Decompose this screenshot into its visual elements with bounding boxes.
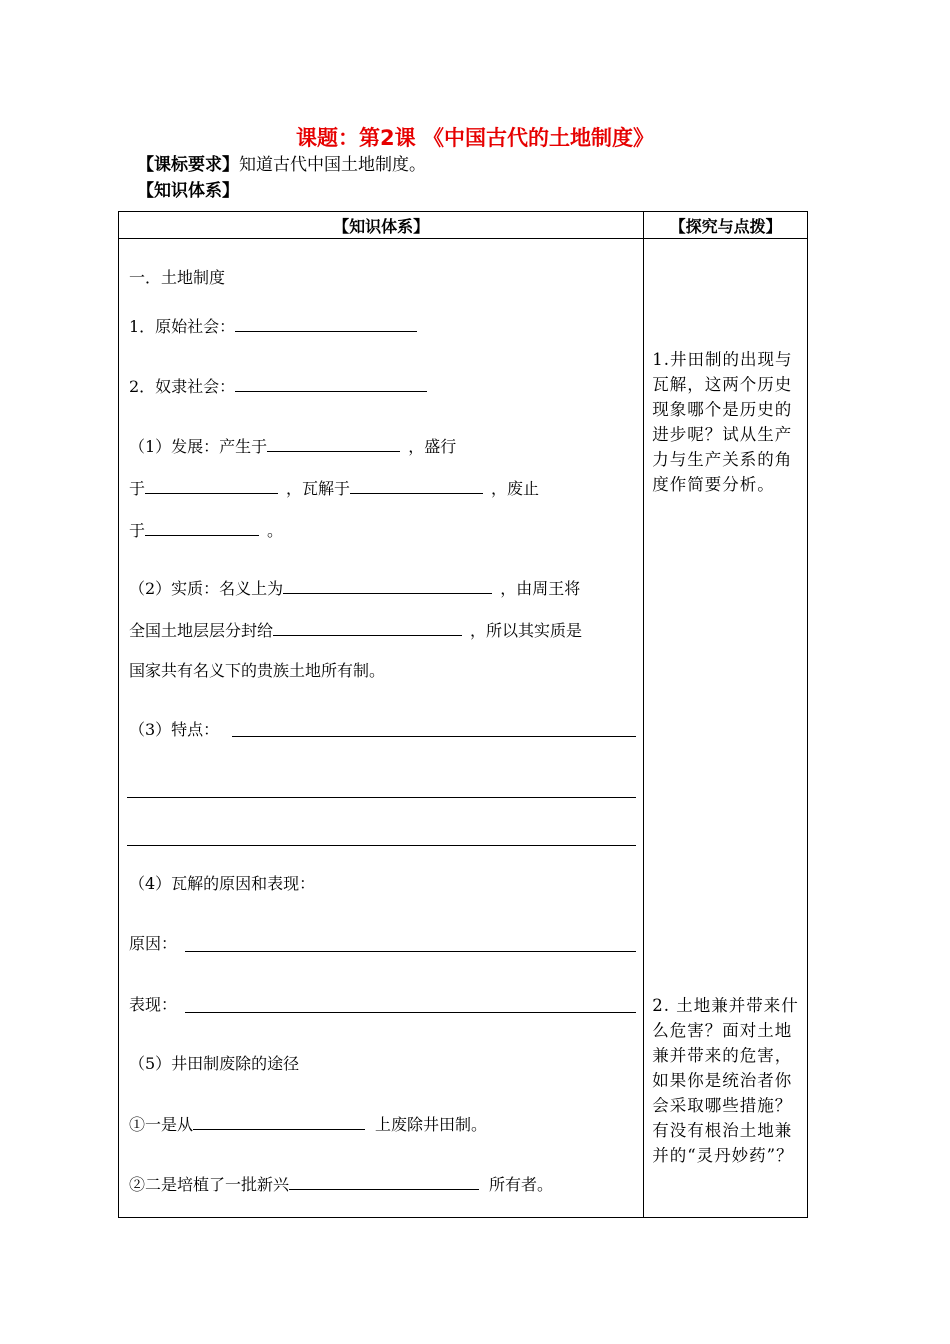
explore-question-2: 2. 土地兼并带来什么危害？面对土地兼并带来的危害，如果你是统治者你会采取哪些措施？有没有根治土地兼并的“灵丹妙药”？ — [652, 996, 799, 1165]
requirement-label: 【课标要求】 — [137, 155, 239, 175]
way-2-line — [129, 1173, 553, 1196]
blank-reason[interactable] — [185, 951, 636, 952]
col-explore-header: 【探究与点拨】 — [644, 212, 808, 239]
blank-collapse[interactable] — [350, 477, 483, 494]
blank-origin[interactable] — [267, 435, 400, 452]
way1-label-a: ①一是从 — [129, 1115, 194, 1134]
ess-label-d: ，所以其实质是 — [470, 621, 583, 640]
blank-flourish[interactable] — [145, 477, 278, 494]
essence-line-3: 国家共有名义下的贵族土地所有制。 — [129, 661, 386, 680]
dev-label-b: ，盛行 — [408, 437, 457, 456]
blank-enfeoff[interactable] — [273, 619, 462, 636]
blank-nominal[interactable] — [283, 577, 492, 594]
blank-way-1[interactable] — [193, 1113, 365, 1130]
curriculum-requirement — [137, 150, 426, 175]
dev-label-a: （1）发展：产生于 — [129, 437, 268, 456]
requirement-text: 知道古代中国土地制度。 — [239, 155, 426, 175]
primitive-society-line — [129, 315, 417, 338]
lesson-title: 课题：第2课 《中国古代的土地制度》 — [296, 126, 654, 150]
blank-slave[interactable] — [235, 375, 427, 392]
reason-label: 原因： — [129, 934, 178, 953]
dev-label-d: ，瓦解于 — [286, 479, 351, 498]
way1-label-b: 上废除井田制。 — [375, 1115, 488, 1134]
blank-features-1[interactable] — [232, 736, 636, 737]
dev-label-f: 于 — [129, 521, 146, 540]
blank-way-2[interactable] — [289, 1173, 479, 1190]
essence-line-1 — [129, 577, 580, 600]
table-header-row — [119, 212, 808, 239]
slave-label: 2．奴隶社会： — [129, 377, 236, 396]
way-1-line — [129, 1113, 487, 1136]
system-label: 【知识体系】 — [137, 181, 239, 201]
ess-label-a: （2）实质：名义上为 — [129, 579, 284, 598]
collapse-heading: （4）瓦解的原因和表现： — [129, 874, 316, 893]
abolition-heading: （5）井田制废除的途径 — [129, 1054, 300, 1073]
development-line-2 — [129, 477, 539, 500]
blank-features-3[interactable] — [127, 845, 636, 846]
features-label: （3）特点： — [129, 720, 220, 739]
worksheet-table — [118, 211, 808, 1218]
way2-label-a: ②二是培植了一批新兴 — [129, 1175, 290, 1194]
knowledge-system-heading — [137, 176, 239, 201]
blank-features-2[interactable] — [127, 797, 636, 798]
dev-label-g: 。 — [267, 521, 284, 540]
development-line-3 — [129, 519, 283, 542]
ess-label-b: ，由周王将 — [500, 579, 581, 598]
blank-abolished[interactable] — [145, 519, 259, 536]
slave-society-line — [129, 375, 427, 398]
development-line-1 — [129, 435, 456, 458]
dev-label-e: ，废止 — [491, 479, 540, 498]
section-heading: 一．土地制度 — [129, 268, 226, 287]
blank-primitive[interactable] — [235, 315, 417, 332]
col-knowledge-header: 【知识体系】 — [119, 212, 644, 239]
primitive-label: 1．原始社会： — [129, 317, 236, 336]
essence-line-2 — [129, 619, 582, 642]
manifestation-label: 表现： — [129, 995, 178, 1014]
knowledge-cell — [119, 239, 644, 1218]
way2-label-b: 所有者。 — [489, 1175, 554, 1194]
ess-label-c: 全国土地层层分封给 — [129, 621, 274, 640]
explore-cell — [644, 239, 808, 1218]
blank-manifestation[interactable] — [185, 1012, 636, 1013]
table-body-row — [119, 239, 808, 1218]
dev-label-c: 于 — [129, 479, 146, 498]
explore-question-1: 1.井田制的出现与瓦解，这两个历史现象哪个是历史的进步呢？试从生产力与生产关系的角度作简要分析。 — [652, 350, 793, 494]
